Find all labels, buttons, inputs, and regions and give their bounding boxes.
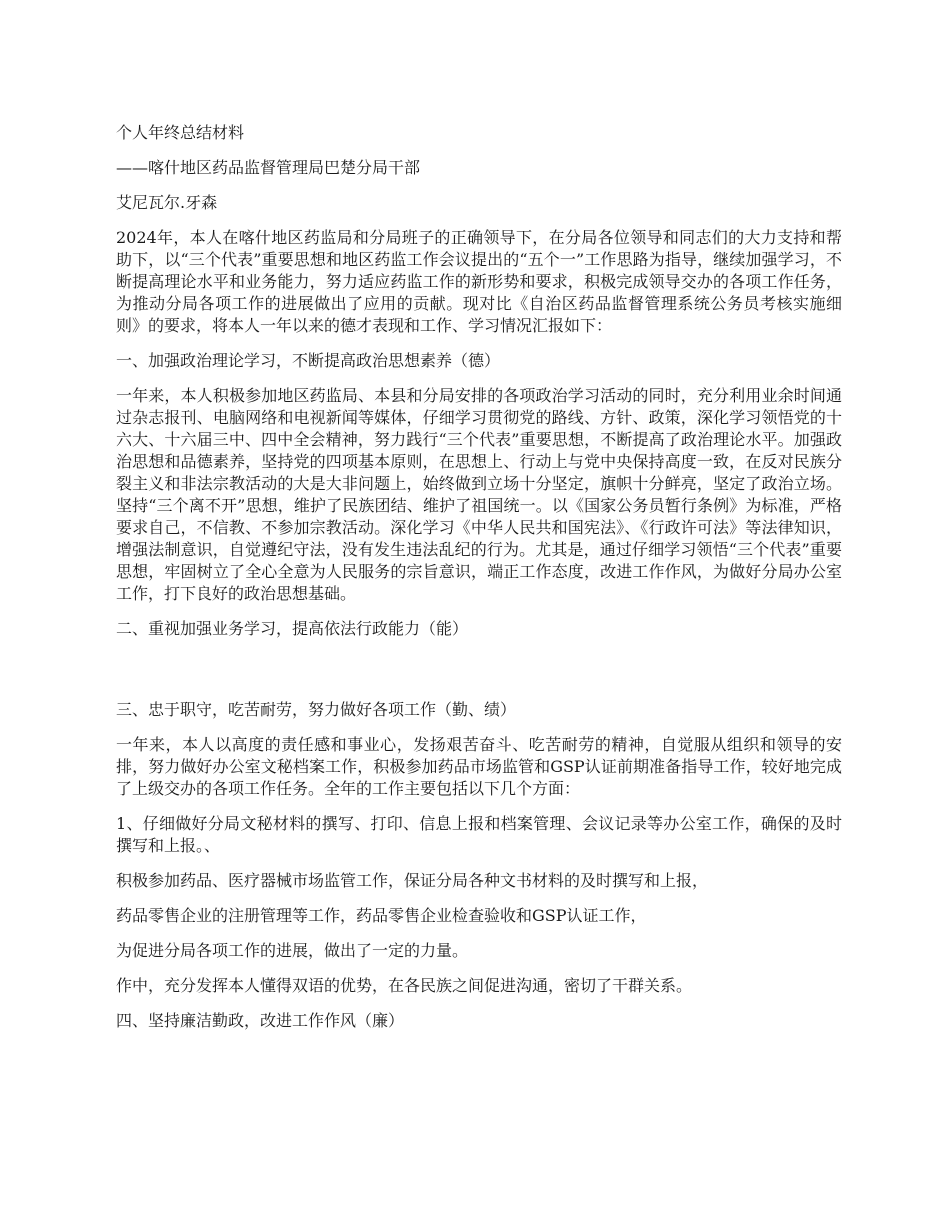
section-1-paragraph: 一年来，本人积极参加地区药监局、本县和分局安排的各项政治学习活动的同时，充分利用业余时间通过杂志报刊、电脑网络和电视新闻等媒体，仔细学习贯彻党的路线、方针、政策，深化学习领悟党的十六大、十六届三中、四中全会精神，努力践行“三个代表”重要思想，不断提高了政治理论水平。加强政治思想和品德素养，坚持党的四项基本原则，在思想上、行动上与党中央保持高度一致，在反对民族分裂主义和非法宗教活动的大是大非问题上，始终做到立场十分坚定，旗帜十分鲜亮，坚定了政治立场。坚持“三个离不开”思想，维护了民族团结、维护了祖国统一。以《国家公务员暂行条例》为标准，严格要求自己，不信教、不参加宗教活动。深化学习《中华人民共和国宪法》、《行政许可法》等法律知识，增强法制意识，自觉遵纪守法，没有发生违法乱纪的行为。尤其是，通过仔细学习领悟“三个代表”重要思想，牢固树立了全心全意为人民服务的宗旨意识，端正工作态度，改进工作作风，为做好分局办公室工作，打下良好的政治思想基础。 [116, 386, 842, 603]
work-line-d: 作中，充分发挥本人懂得双语的优势，在各民族之间促进沟通，密切了干群关系。 [116, 976, 693, 995]
work-item-1: 1、仔细做好分局文秘材料的撰写、打印、信息上报和档案管理、会议记录等办公室工作，确保的及时撰写和上报。、 [116, 814, 842, 855]
intro-paragraph: 2024年，本人在喀什地区药监局和分局班子的正确领导下，在分局各位领导和同志们的大力支持和帮助下，以“三个代表”重要思想和地区药监工作会议提出的“五个一”工作思路为指导，继续加强学习，不断提高理论水平和业务能力，努力适应药监工作的新形势和要求，积极完成领导交办的各项工作任务，为推动分局各项工作的进展做出了应用的贡献。现对比《自治区药品监督管理系统公务员考核实施细则》的要求，将本人一年以来的德才表现和工作、学习情况汇报如下： [116, 228, 842, 335]
section-3-heading: 三、忠于职守，吃苦耐劳，努力做好各项工作（勤、绩） [116, 700, 517, 719]
work-line-b: 药品零售企业的注册管理等工作，药品零售企业检查验收和GSP认证工作， [116, 906, 647, 925]
work-line-c: 为促进分局各项工作的进展，做出了一定的力量。 [116, 941, 469, 960]
section-4-heading: 四、坚持廉洁勤政，改进工作作风（廉） [116, 1011, 405, 1030]
document-author: 艾尼瓦尔.牙森 [116, 193, 218, 212]
section-2-heading: 二、重视加强业务学习，提高依法行政能力（能） [116, 619, 469, 638]
document-title: 个人年终总结材料 [116, 123, 245, 142]
document-body [116, 122, 842, 1032]
section-1-heading: 一、加强政治理论学习，不断提高政治思想素养（德） [116, 351, 501, 370]
work-line-a: 积极参加药品、医疗器械市场监管工作，保证分局各种文书材料的及时撰写和上报， [116, 871, 709, 890]
section-3-paragraph: 一年来，本人以高度的责任感和事业心，发扬艰苦奋斗、吃苦耐劳的精神，自觉服从组织和领导的安排，努力做好办公室文秘档案工作，积极参加药品市场监管和GSP认证前期准备指导工作，较好地完成了上级交办的各项工作任务。全年的工作主要包括以下几个方面： [116, 735, 842, 798]
document-subtitle: ——喀什地区药品监督管理局巴楚分局干部 [116, 158, 421, 177]
